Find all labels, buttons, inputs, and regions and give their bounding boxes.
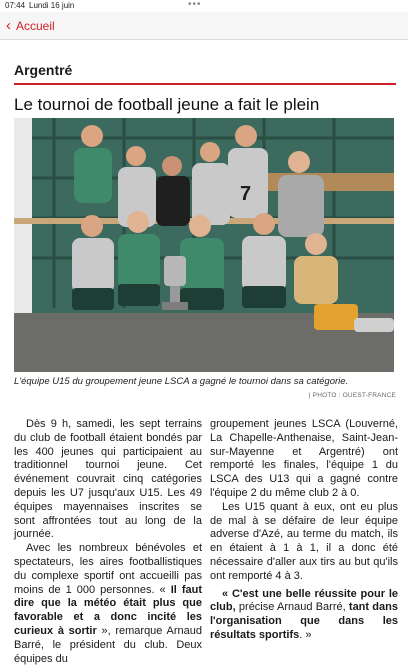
paragraph: groupement jeunes LSCA (Louverné, La Chapelle-Anthenaise, Saint-Jean-sur-Mayenne et Argentré) ont remporté les finales, l'équipe 1 du LSCA des U13 qui a gagné contre l'équipe 2 du même club 2 à 0. (210, 418, 398, 499)
team-photo-illustration (14, 118, 394, 372)
jersey-number-1: 7 (240, 183, 252, 205)
paragraph-text: précise Arnaud Barré, (235, 601, 349, 614)
back-button[interactable] (6, 18, 55, 34)
article-body (14, 418, 398, 665)
status-time: 07:44 (5, 1, 26, 10)
article-column-2 (210, 418, 398, 641)
status-date: Lundi 16 juin (29, 1, 75, 10)
chevron-left-icon: ‹ (6, 17, 11, 34)
paragraph (210, 588, 398, 643)
status-bar (0, 0, 408, 12)
nav-bar (0, 12, 408, 40)
article-headline: Le tournoi de football jeune a fait le plein (14, 95, 320, 114)
paragraph-text: . » (299, 628, 312, 641)
paragraph: Les U15 quant à eux, ont eu plus de mal à se défaire de leur équipe adverse d'Azé, au terme du match, ils en étaient à 1 à 1, il a donc été nécessaire d'aller aux tirs au but qu'ils ont remporté 4 à 3. (210, 500, 398, 582)
section-divider (14, 83, 396, 85)
photo-caption: L'équipe U15 du groupement jeune LSCA a gagné le tournoi dans sa catégorie. (14, 376, 349, 387)
quote-bold: Il faut dire que la météo était plus que favorable et a donc incité les curieux à sortir (14, 583, 202, 637)
paragraph: Dès 9 h, samedi, les sept terrains du club de football étaient bondés par les 400 jeunes qui participaient au traditionnel tournoi jeune. Cet événement couvrait cinq catégories depuis les U7 jusqu'aux U15. Les 49 équipes mayennaises inscrites se sont affrontées tout au long de la journée. (14, 418, 202, 541)
article-photo[interactable] (14, 118, 394, 372)
article-column-1 (14, 418, 202, 665)
paragraph-text: », remarque Arnaud Barré, le président du club. Deux équipes du (14, 624, 202, 665)
paragraph (14, 542, 202, 666)
paragraph-text: Avec les nombreux bénévoles et spectateurs, les aires footballistiques du complexe sportif ont accueilli pas moins de 1 000 personnes. « (14, 542, 202, 596)
article-header (14, 40, 396, 115)
multitask-dots-icon[interactable]: ••• (188, 0, 202, 10)
quote-bold: tant dans l'organisation que dans les résultats sportifs (210, 601, 398, 641)
section-title: Argentré (14, 62, 73, 78)
photo-credit: | PHOTO : OUEST-FRANCE (308, 392, 396, 399)
back-label: Accueil (16, 19, 55, 33)
quote-bold: « C'est une belle réussite pour le club, (210, 587, 398, 614)
